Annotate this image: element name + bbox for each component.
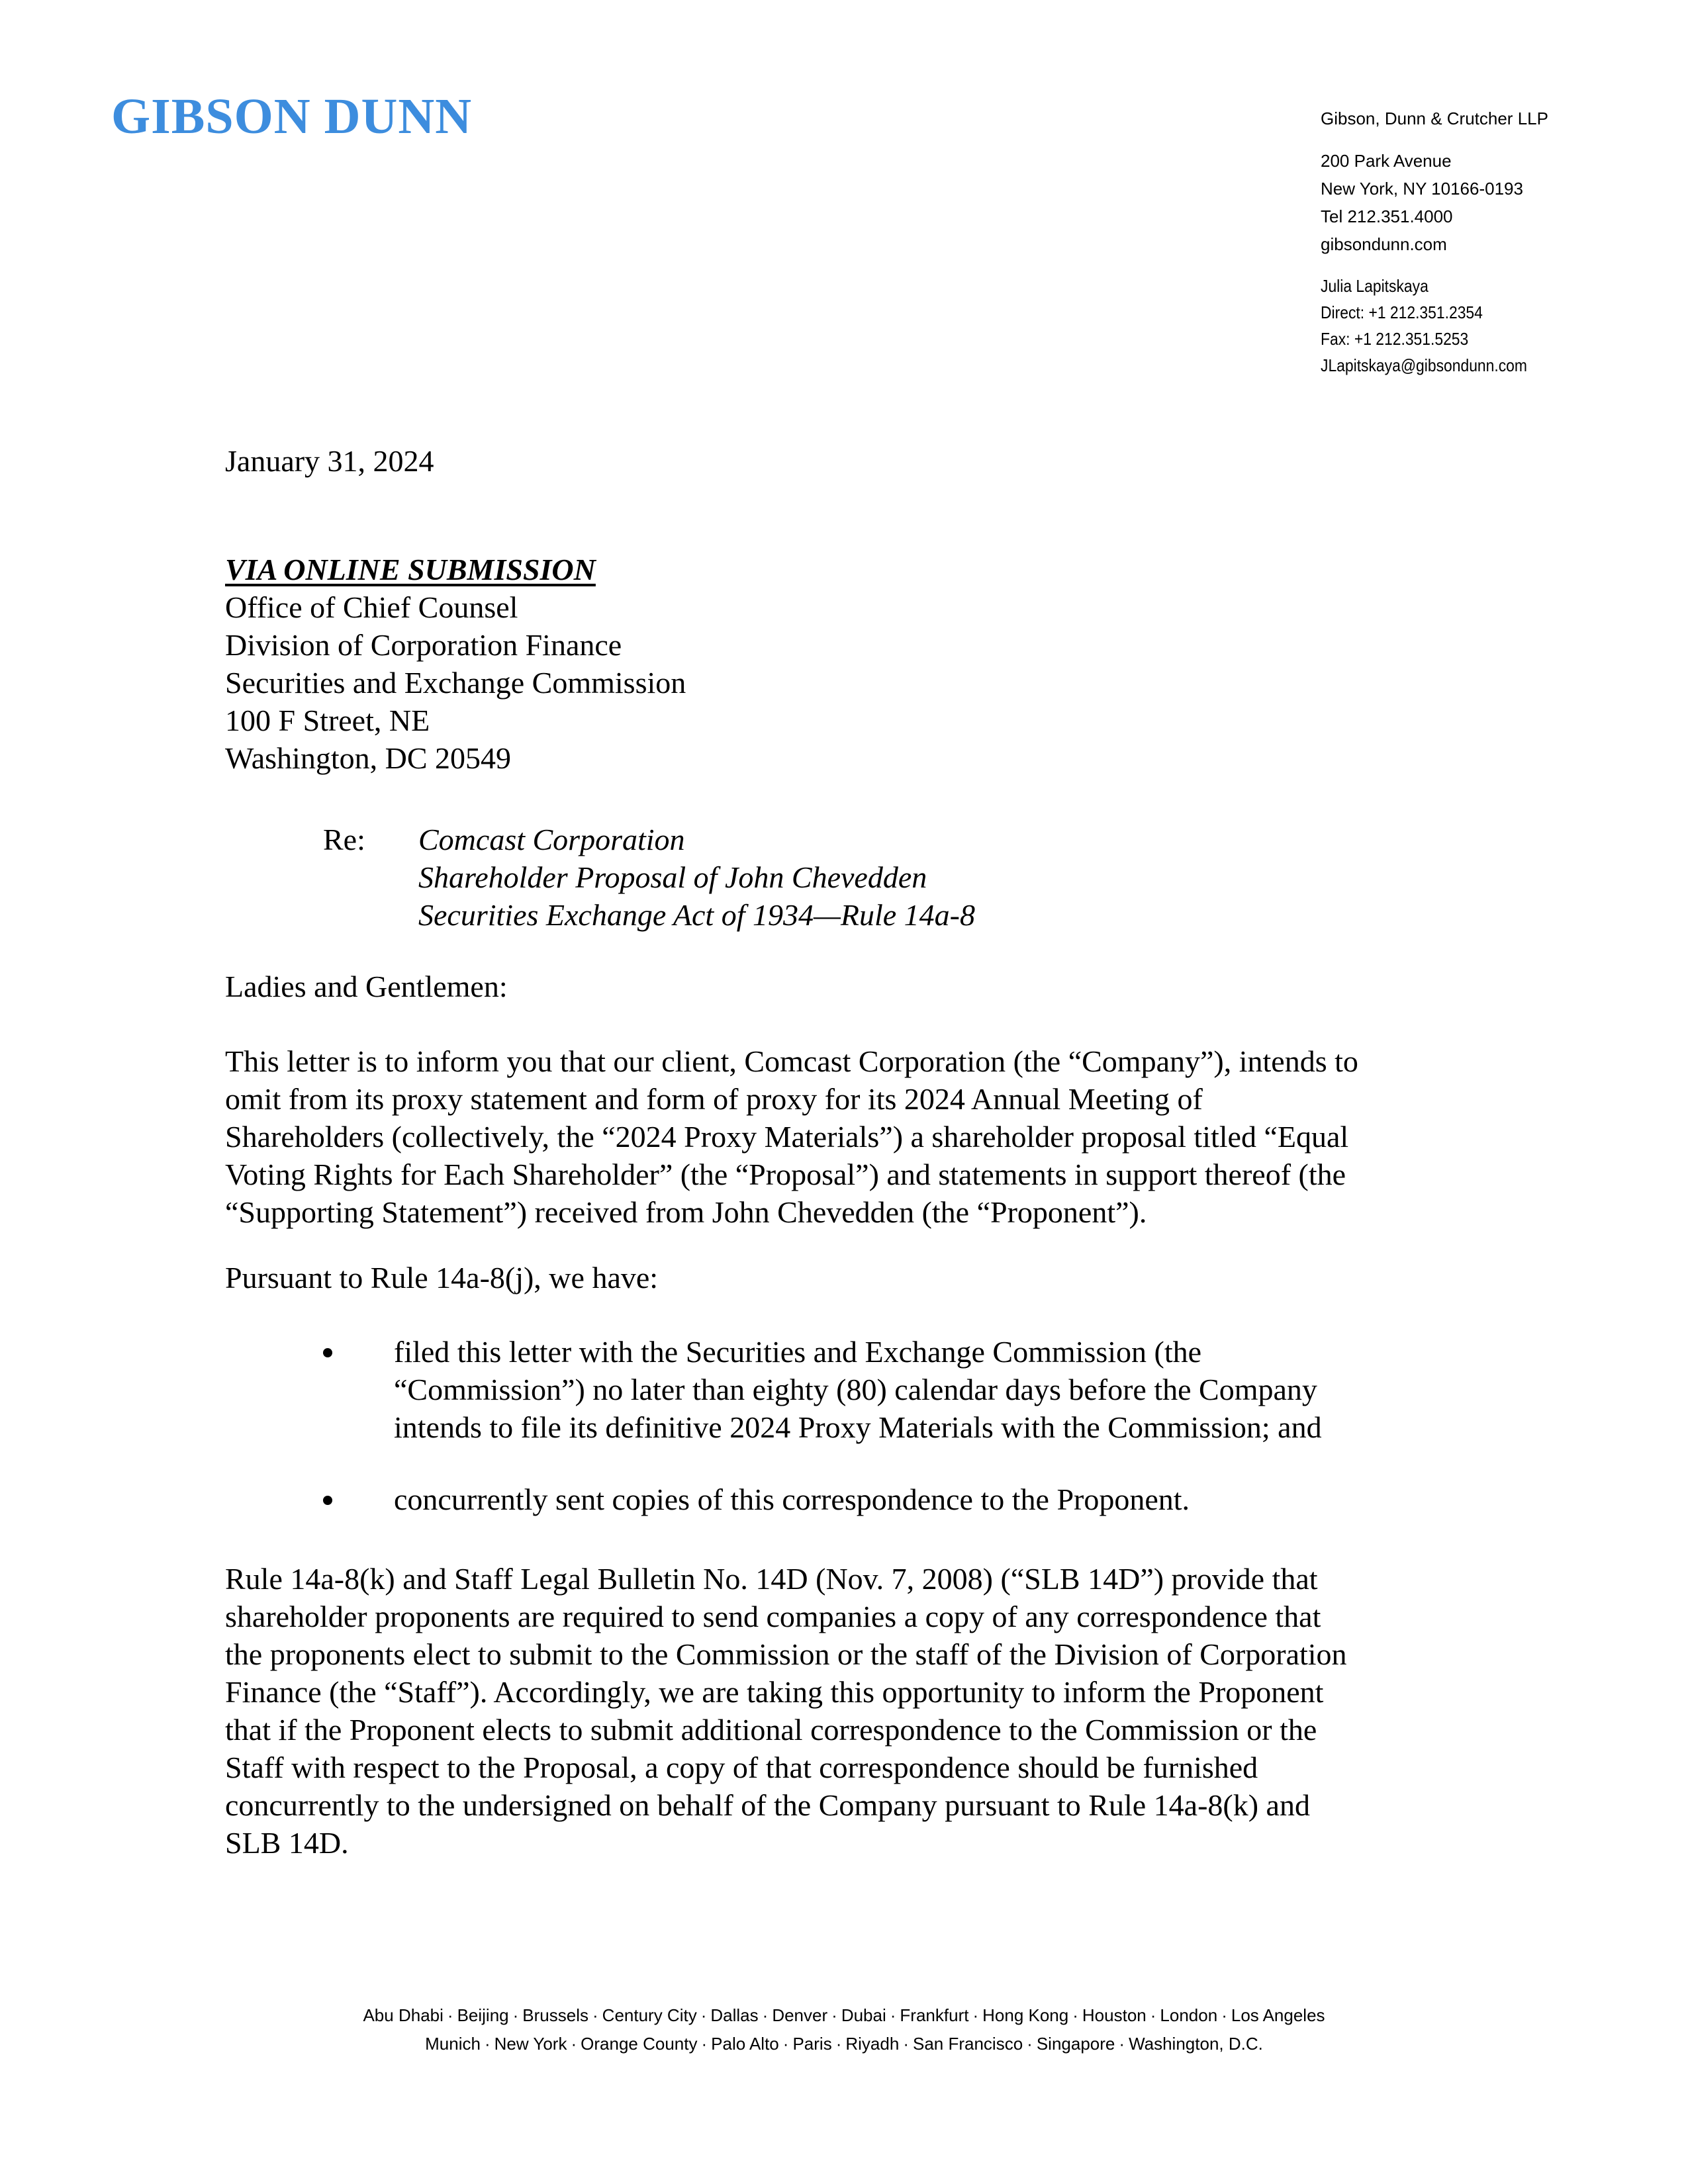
- office-city: Washington, D.C.: [1129, 2034, 1263, 2054]
- separator-dot-icon: ·: [762, 2005, 769, 2025]
- office-city: Singapore: [1036, 2034, 1115, 2054]
- paragraph-line: omit from its proxy statement and form of proxy for its 2024 Annual Meeting of: [225, 1082, 1203, 1116]
- website-link[interactable]: gibsondunn.com: [1321, 234, 1447, 254]
- paragraph-line: Staff with respect to the Proposal, a copy of that correspondence should be furnished: [225, 1751, 1258, 1784]
- recipient-line: 100 F Street, NE: [225, 704, 430, 737]
- paragraph-line: shareholder proponents are required to send companies a copy of any correspondence that: [225, 1600, 1321, 1633]
- office-city: Dallas: [710, 2005, 759, 2025]
- separator-dot-icon: ·: [903, 2034, 909, 2054]
- office-city: Houston: [1082, 2005, 1147, 2025]
- recipient-line: Washington, DC 20549: [225, 741, 512, 775]
- recipient-address: [225, 551, 686, 777]
- office-city: New York: [494, 2034, 567, 2054]
- attorney-email-link[interactable]: JLapitskaya@gibsondunn.com: [1321, 355, 1527, 375]
- salutation: Ladies and Gentlemen:: [225, 970, 508, 1003]
- paragraph-line: the proponents elect to submit to the Commission or the staff of the Division of Corporation: [225, 1637, 1347, 1671]
- office-city: Munich: [425, 2034, 481, 2054]
- office-locations-row: [0, 2030, 1688, 2058]
- office-city: London: [1160, 2005, 1218, 2025]
- paragraph-rule-14a-8k: [225, 1560, 1523, 1862]
- address-line: New York, NY 10166-0193: [1321, 179, 1523, 199]
- separator-dot-icon: ·: [512, 2005, 519, 2025]
- bullet-line: intends to file its definitive 2024 Proxy Materials with the Commission; and: [394, 1410, 1322, 1444]
- paragraph-line: “Supporting Statement”) received from John Chevedden (the “Proponent”).: [225, 1195, 1147, 1229]
- attorney-direct-phone: Direct: +1 212.351.2354: [1321, 302, 1483, 322]
- letter-date: January 31, 2024: [225, 444, 434, 478]
- office-city: Orange County: [581, 2034, 698, 2054]
- separator-dot-icon: ·: [447, 2005, 453, 2025]
- firm-contact-block: [1321, 105, 1678, 379]
- recipient-line: Office of Chief Counsel: [225, 590, 518, 624]
- re-line: Securities Exchange Act of 1934—Rule 14a-8: [418, 898, 976, 932]
- separator-dot-icon: ·: [890, 2005, 896, 2025]
- office-city: Dubai: [841, 2005, 886, 2025]
- re-line: Comcast Corporation: [418, 823, 685, 856]
- separator-dot-icon: ·: [1072, 2005, 1078, 2025]
- bullet-item: [323, 1333, 1488, 1446]
- bullet-dot-icon: [323, 1496, 332, 1505]
- separator-dot-icon: ·: [831, 2005, 837, 2025]
- firm-logo: GIBSON DUNN: [111, 89, 473, 144]
- separator-dot-icon: ·: [835, 2034, 842, 2054]
- office-city: Riyadh: [845, 2034, 900, 2054]
- attorney-fax: Fax: +1 212.351.5253: [1321, 329, 1469, 349]
- bullet-line: “Commission”) no later than eighty (80) calendar days before the Company: [394, 1373, 1317, 1406]
- firm-name: Gibson, Dunn & Crutcher LLP: [1321, 109, 1548, 128]
- office-city: Abu Dhabi: [363, 2005, 444, 2025]
- paragraph-line: concurrently to the undersigned on behalf of the Company pursuant to Rule 14a-8(k) and: [225, 1788, 1310, 1822]
- bullet-list: [323, 1333, 1488, 1518]
- paragraph-line: Rule 14a-8(k) and Staff Legal Bulletin No. 14D (Nov. 7, 2008) (“SLB 14D”) provide that: [225, 1562, 1318, 1596]
- separator-dot-icon: ·: [701, 2034, 708, 2054]
- attorney-contact: [1321, 273, 1635, 379]
- paragraph-line: SLB 14D.: [225, 1826, 349, 1860]
- address-line: 200 Park Avenue: [1321, 151, 1452, 171]
- separator-dot-icon: ·: [782, 2034, 789, 2054]
- separator-dot-icon: ·: [1027, 2034, 1033, 2054]
- separator-dot-icon: ·: [700, 2005, 707, 2025]
- bullet-item: [323, 1480, 1488, 1518]
- paragraph-pursuant: Pursuant to Rule 14a-8(j), we have:: [225, 1261, 659, 1295]
- firm-address: [1321, 147, 1678, 258]
- separator-dot-icon: ·: [571, 2034, 577, 2054]
- recipient-line: Division of Corporation Finance: [225, 628, 622, 662]
- office-city: Hong Kong: [982, 2005, 1069, 2025]
- bullet-line: concurrently sent copies of this correspondence to the Proponent.: [394, 1482, 1190, 1516]
- office-city: Paris: [792, 2034, 832, 2054]
- paragraph-line: This letter is to inform you that our client, Comcast Corporation (the “Company”), intends to: [225, 1044, 1358, 1078]
- paragraph-intro: [225, 1042, 1523, 1231]
- separator-dot-icon: ·: [1221, 2005, 1227, 2025]
- paragraph-line: Shareholders (collectively, the “2024 Proxy Materials”) a shareholder proposal titled “Equal: [225, 1120, 1349, 1154]
- office-city: Century City: [602, 2005, 697, 2025]
- separator-dot-icon: ·: [592, 2005, 598, 2025]
- recipient-line: Securities and Exchange Commission: [225, 666, 686, 700]
- office-city: Palo Alto: [711, 2034, 779, 2054]
- bullet-line: filed this letter with the Securities and Exchange Commission (the: [394, 1335, 1202, 1369]
- office-city: Denver: [772, 2005, 828, 2025]
- re-label: Re:: [323, 823, 365, 856]
- bullet-dot-icon: [323, 1348, 332, 1357]
- office-city: Brussels: [522, 2005, 588, 2025]
- re-block: [323, 821, 975, 934]
- separator-dot-icon: ·: [972, 2005, 979, 2025]
- separator-dot-icon: ·: [1119, 2034, 1125, 2054]
- paragraph-line: Voting Rights for Each Shareholder” (the “Proposal”) and statements in support thereof (the: [225, 1158, 1346, 1191]
- office-city: Frankfurt: [900, 2005, 969, 2025]
- office-city: San Francisco: [912, 2034, 1023, 2054]
- office-city: Los Angeles: [1231, 2005, 1325, 2025]
- paragraph-line: Finance (the “Staff”). Accordingly, we are taking this opportunity to inform the Proponent: [225, 1675, 1324, 1709]
- paragraph-line: that if the Proponent elects to submit additional correspondence to the Commission or the: [225, 1713, 1317, 1747]
- office-city: Beijing: [457, 2005, 509, 2025]
- phone-line: Tel 212.351.4000: [1321, 206, 1453, 226]
- re-line: Shareholder Proposal of John Chevedden: [418, 860, 927, 894]
- re-subject: [418, 821, 975, 934]
- delivery-method: VIA ONLINE SUBMISSION: [225, 553, 596, 586]
- separator-dot-icon: ·: [1150, 2005, 1156, 2025]
- office-locations-row: [0, 2001, 1688, 2030]
- office-locations-footer: [0, 2001, 1688, 2058]
- separator-dot-icon: ·: [484, 2034, 491, 2054]
- attorney-name: Julia Lapitskaya: [1321, 276, 1429, 296]
